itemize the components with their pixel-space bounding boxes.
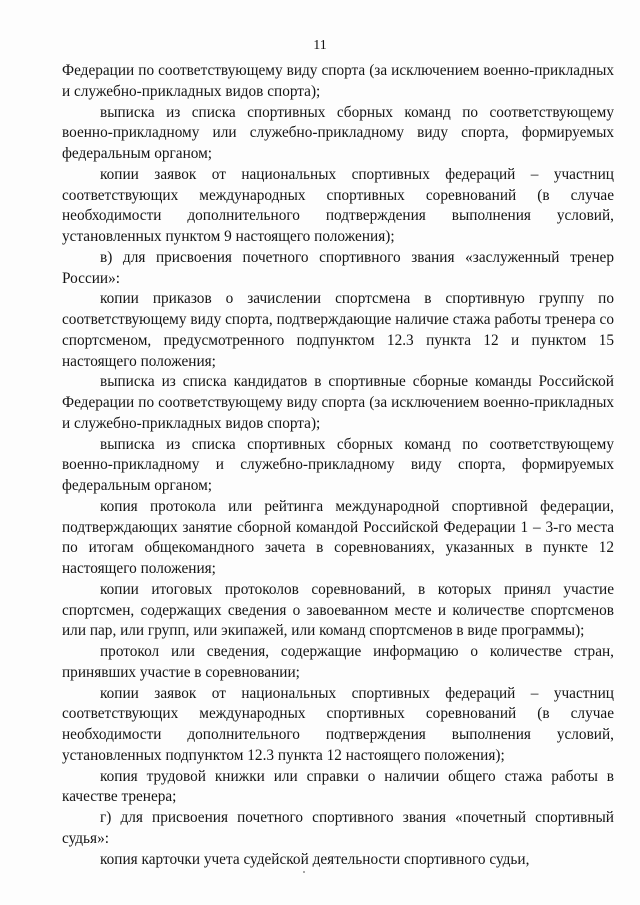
paragraph: копии итоговых протоколов соревнований, в которых принял участие спортсмен, содержащих сведения о завоеванном месте и количестве спортсменов или пар, или групп, или экипажей, или команд спортсменов в виде программы); bbox=[62, 580, 614, 640]
paragraph: протокол или сведения, содержащие информацию о количестве стран, принявших участие в соревновании; bbox=[62, 643, 614, 681]
paragraph: выписка из списка кандидатов в спортивные сборные команды Российской Федерации по соответствующему виду спорта (за исключением военно-прикладных и служебно-прикладных видов спорта); bbox=[62, 373, 614, 432]
scan-speck bbox=[303, 871, 305, 873]
paragraph: копия протокола или рейтинга международной спортивной федерации, подтверждающих занятие сборной командой Российской Федерации 1 – 3-го места по итогам общекомандного зачета в соревнованиях, указанных в пункте 12 настоящего положения; bbox=[62, 497, 614, 577]
paragraph: копии приказов о зачислении спортсмена в спортивную группу по соответствующему виду спорта, подтверждающие наличие стажа работы тренера со спортсменом, предусмотренного подпунктом 12.3 пункта 12 и пунктом 15 настоящего положения; bbox=[62, 290, 614, 370]
paragraph: копии заявок от национальных спортивных федераций – участниц соответствующих международных спортивных соревнований (в случае необходимости дополнительного подтверждения выполнения условий, установленных пунктом 9 настоящего положения); bbox=[62, 165, 614, 245]
paragraph: копия трудовой книжки или справки о наличии общего стажа работы в качестве тренера; bbox=[62, 767, 614, 806]
paragraph: выписка из списка спортивных сборных команд по соответствующему военно-прикладному или служебно-прикладному виду спорта, формируемых федеральным органом; bbox=[62, 103, 614, 162]
paragraph: копии заявок от национальных спортивных федераций – участниц соответствующих международных спортивных соревнований (в случае необходимости дополнительного подтверждения выполнения условий, установленных подпунктом 12.3 пункта 12 настоящего положения); bbox=[62, 684, 614, 764]
paragraph: копия карточки учета судейской деятельности спортивного судьи, bbox=[100, 850, 530, 868]
page-number: 11 bbox=[313, 38, 327, 53]
document-body bbox=[62, 61, 614, 870]
paragraph: в) для присвоения почетного спортивного звания «заслуженный тренер России»: bbox=[62, 248, 614, 287]
paragraph: Федерации по соответствующему виду спорта (за исключением военно-прикладных и служебно-прикладных видов спорта); bbox=[62, 62, 614, 100]
paragraph: выписка из списка спортивных сборных команд по соответствующему военно-прикладному и служебно-прикладному виду спорта, формируемых федеральным органом; bbox=[62, 435, 614, 494]
paragraph: г) для присвоения почетного спортивного звания «почетный спортивный судья»: bbox=[62, 809, 614, 847]
